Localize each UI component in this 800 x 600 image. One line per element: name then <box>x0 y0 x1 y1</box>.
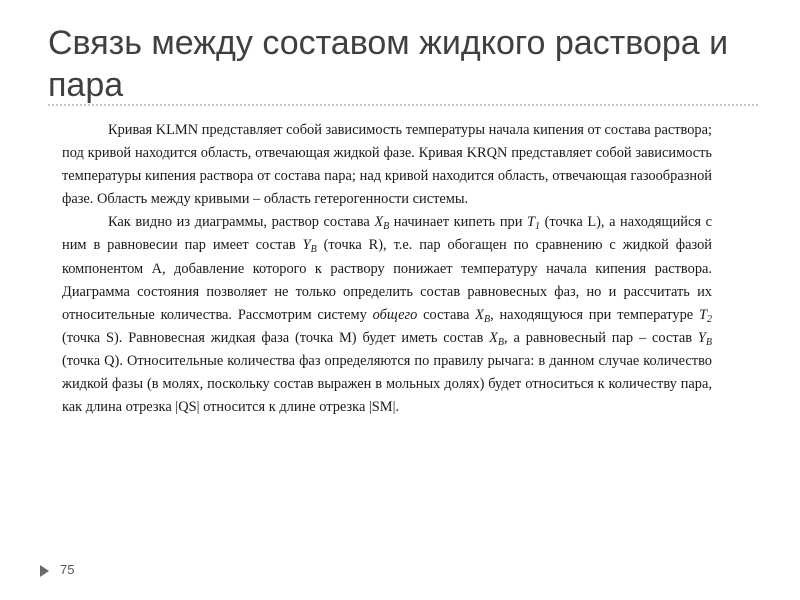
var-x-b: $X_B$ <box>475 306 491 325</box>
text-run: (точка R), т.е. пар обогащен по сравнению с жидкой фазой компонентом А, добавление которого к раствору понижает температуру начала кипения раствора. Диаграмма состояния позволяет не только определить состав равновесных фаз, но и рассчитать их относительные количества. Рассмотрим систему <box>62 237 712 323</box>
text-run: , а равновесный пар – состав <box>504 329 698 346</box>
triangle-bullet-icon <box>40 565 49 577</box>
emphasis-general: общего <box>372 306 418 323</box>
var-t1: $T_1$ <box>527 214 541 233</box>
text-run: состава <box>417 306 476 323</box>
var-x-b: $X_B$ <box>374 214 390 233</box>
paragraph-1: Кривая KLMN представляет собой зависимость температуры начала кипения от состава раствора; под кривой находится область, отвечающая жидкой фазе. Кривая KRQN представляет собой зависимость температуры кипения раствора от состава пара; над кривой находится область, отвечающая газообразной фазе. Область между кривыми – область гетерогенности системы. <box>62 122 712 208</box>
title-divider <box>48 104 758 106</box>
var-y-b: $Y_B$ <box>302 237 317 256</box>
page-number: 75 <box>60 562 75 577</box>
slide-body <box>62 119 712 419</box>
text-run: начинает кипеть при <box>389 214 528 231</box>
text-run: (точка S). Равновесная жидкая фаза (точка М) будет иметь состав <box>62 329 490 346</box>
var-x-b: $X_B$ <box>489 329 505 348</box>
paragraph-2 <box>62 211 712 419</box>
text-run: Как видно из диаграммы, раствор состава <box>108 214 375 231</box>
slide-title: Связь между составом жидкого раствора и пара <box>48 24 729 104</box>
text-run: (точка Q). Относительные количества фаз определяются по правилу рычага: в данном случае количество жидкой фазы (в молях, поскольку состав выражен в мольных долях) будет относиться к количеству пара, как длина отрезка |QS| относится к длине отрезка |SM|. <box>62 352 712 416</box>
text-run: , находящуюся при температуре <box>490 306 699 323</box>
text-run: (точка L), а находящийся с ним в равновесии пар имеет состав <box>62 214 712 254</box>
var-y-b: $Y_B$ <box>697 329 712 348</box>
var-t2: $T_2$ <box>698 306 712 325</box>
